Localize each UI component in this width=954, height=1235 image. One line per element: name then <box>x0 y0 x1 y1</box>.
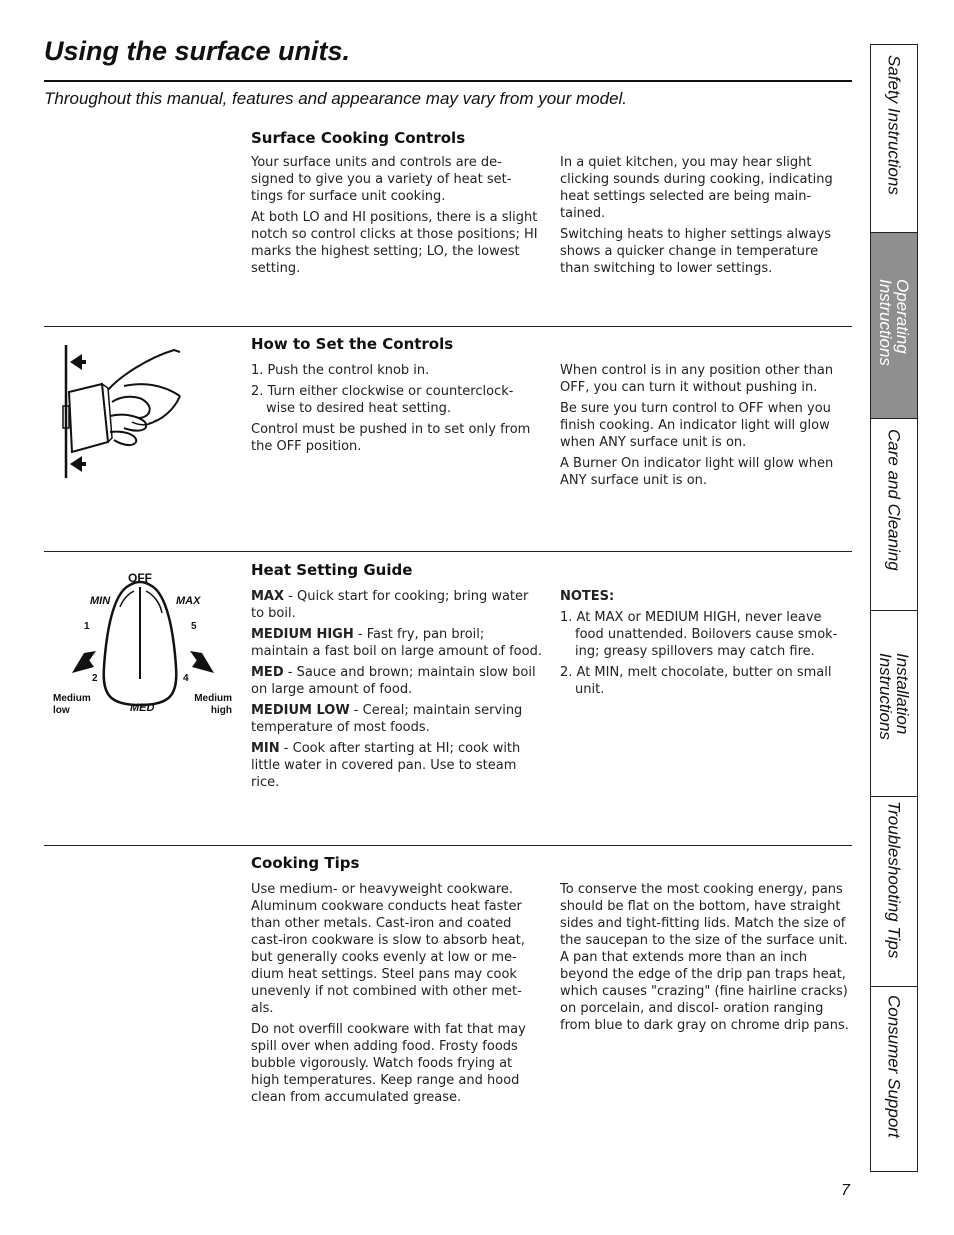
heat-guide-left-column <box>251 588 542 795</box>
paragraph: When control is in any position other than OFF, you can turn it without pushing in. <box>560 363 834 395</box>
heat-setting-term: MAX <box>251 589 285 604</box>
page-subtitle: Throughout this manual, features and appearance may vary from your model. <box>44 89 628 108</box>
heat-setting-term: MEDIUM HIGH <box>251 627 354 642</box>
knob-label-min: MIN <box>90 595 111 607</box>
tab-label: Installation <box>893 653 912 735</box>
paragraph: In a quiet kitchen, you may hear slight clicking sounds during cooking, indicating heat settings selected are being main- tained. <box>560 155 833 221</box>
tab-label: Operating <box>893 279 912 354</box>
tab-installation-instructions[interactable] <box>871 611 917 797</box>
section-divider <box>44 551 852 552</box>
heat-setting-desc: - Sauce and brown; maintain slow boil on large amount of food. <box>251 665 536 697</box>
notes-heading: NOTES: <box>560 589 615 604</box>
cooking-tips-left-column <box>251 881 542 1110</box>
knob-label-medium-low: low <box>53 705 70 716</box>
note-item: 1. At MAX or MEDIUM HIGH, never leave food unattended. Boilovers cause smok- ing; greasy spillovers may catch fire. <box>560 610 838 659</box>
tab-troubleshooting-tips[interactable] <box>871 797 917 987</box>
paragraph: At both LO and HI positions, there is a slight notch so control clicks at those positions; HI marks the highest setting; LO, the lowest setting. <box>251 210 538 276</box>
paragraph: Control must be pushed in to set only from the OFF position. <box>251 422 531 454</box>
heat-guide-heading: Heat Setting Guide <box>251 561 413 579</box>
heat-setting-item <box>251 740 542 791</box>
cooking-tips-heading: Cooking Tips <box>251 854 360 872</box>
tab-consumer-support[interactable] <box>871 987 917 1171</box>
heat-setting-item <box>251 588 542 622</box>
tab-care-and-cleaning[interactable] <box>871 419 917 611</box>
paragraph: Use medium- or heavyweight cookware. Aluminum cookware conducts heat faster than other metals. Cast-iron and coated cast-iron cookware is slow to absorb heat, but generally cooks evenly at low or me- dium heat settings. Steel pans may cook unevenly if not combined with other met- als. <box>251 882 525 1016</box>
surface-controls-left-column <box>251 154 542 281</box>
knob-label-4: 4 <box>183 673 189 684</box>
paragraph: A Burner On indicator light will glow when ANY surface unit is on. <box>560 456 834 488</box>
section-divider <box>44 845 852 846</box>
title-rule <box>44 80 852 82</box>
tab-label: Instructions <box>876 653 895 740</box>
heat-setting-desc: - Fast fry, pan broil; maintain a fast boil on large amount of food. <box>251 627 542 659</box>
set-controls-right-column <box>560 362 851 493</box>
step-item: 2. Turn either clockwise or counterclock- wise to desired heat setting. <box>251 384 514 416</box>
heat-setting-item <box>251 664 542 698</box>
heat-setting-term: MEDIUM LOW <box>251 703 350 718</box>
tab-label: Care and Cleaning <box>884 429 904 571</box>
tab-operating-instructions[interactable] <box>871 233 917 419</box>
page-number: 7 <box>841 1182 850 1199</box>
paragraph: Be sure you turn control to OFF when you finish cooking. An indicator light will glow when ANY surface unit is on. <box>560 401 831 450</box>
heat-setting-desc: - Cereal; maintain serving temperature of most foods. <box>251 703 523 735</box>
control-knob-diagram <box>50 567 236 719</box>
paragraph: Your surface units and controls are de- signed to give you a variety of heat set- tings for surface unit cooking. <box>251 155 512 204</box>
knob-label-medium-high: high <box>210 705 232 716</box>
knob-label-1: 1 <box>84 621 90 632</box>
knob-label-off: OFF <box>128 571 152 585</box>
surface-controls-heading: Surface Cooking Controls <box>251 129 466 147</box>
cooking-tips-right-column <box>560 881 851 1038</box>
tab-label: Safety Instructions <box>884 55 904 195</box>
page-title: Using the surface units. <box>44 36 351 66</box>
tab-label: Instructions <box>876 279 895 366</box>
heat-setting-term: MED <box>251 665 284 680</box>
heat-setting-item <box>251 702 542 736</box>
knob-label-5: 5 <box>191 621 197 632</box>
knob-label-medium-high: Medium <box>194 693 232 704</box>
section-divider <box>44 326 852 327</box>
section-tabs <box>870 44 918 1172</box>
heat-setting-desc: - Quick start for cooking; bring water to boil. <box>251 589 529 621</box>
heat-setting-item <box>251 626 542 660</box>
knob-label-medium-low: Medium <box>53 693 91 704</box>
knob-label-max: MAX <box>176 595 201 607</box>
paragraph: Switching heats to higher settings always shows a quicker change in temperature than switching to lower settings. <box>560 227 832 276</box>
hand-pushing-knob-illustration <box>62 340 192 482</box>
knob-label-2: 2 <box>92 673 98 684</box>
surface-controls-right-column <box>560 154 851 281</box>
heat-setting-term: MIN <box>251 741 280 756</box>
set-controls-heading: How to Set the Controls <box>251 335 454 353</box>
step-item: 1. Push the control knob in. <box>251 363 430 378</box>
paragraph: Do not overfill cookware with fat that may spill over when adding food. Frosty foods bubble vigorously. Watch foods frying at high temperatures. Keep range and hood clean from accumulated grease. <box>251 1022 526 1105</box>
knob-label-med: MED <box>130 702 155 714</box>
tab-label: Troubleshooting Tips <box>884 801 904 959</box>
note-item: 2. At MIN, melt chocolate, butter on small unit. <box>560 665 832 697</box>
paragraph: To conserve the most cooking energy, pans should be flat on the bottom, have straight sides and tight-fitting lids. Match the size of the saucepan to the size of the surface unit. A pan that extends more than an inch beyond the edge of the drip pan traps heat, which causes "crazing" (fine hairline cracks) on porcelain, and discol- oration ranging from blue to dark gray on chrome drip pans. <box>560 882 849 1033</box>
heat-setting-desc: - Cook after starting at HI; cook with little water in covered pan. Use to steam rice. <box>251 741 521 790</box>
tab-safety-instructions[interactable] <box>871 45 917 233</box>
set-controls-left-column <box>251 362 542 459</box>
tab-label: Consumer Support <box>884 995 904 1138</box>
heat-guide-notes-column <box>560 588 851 702</box>
